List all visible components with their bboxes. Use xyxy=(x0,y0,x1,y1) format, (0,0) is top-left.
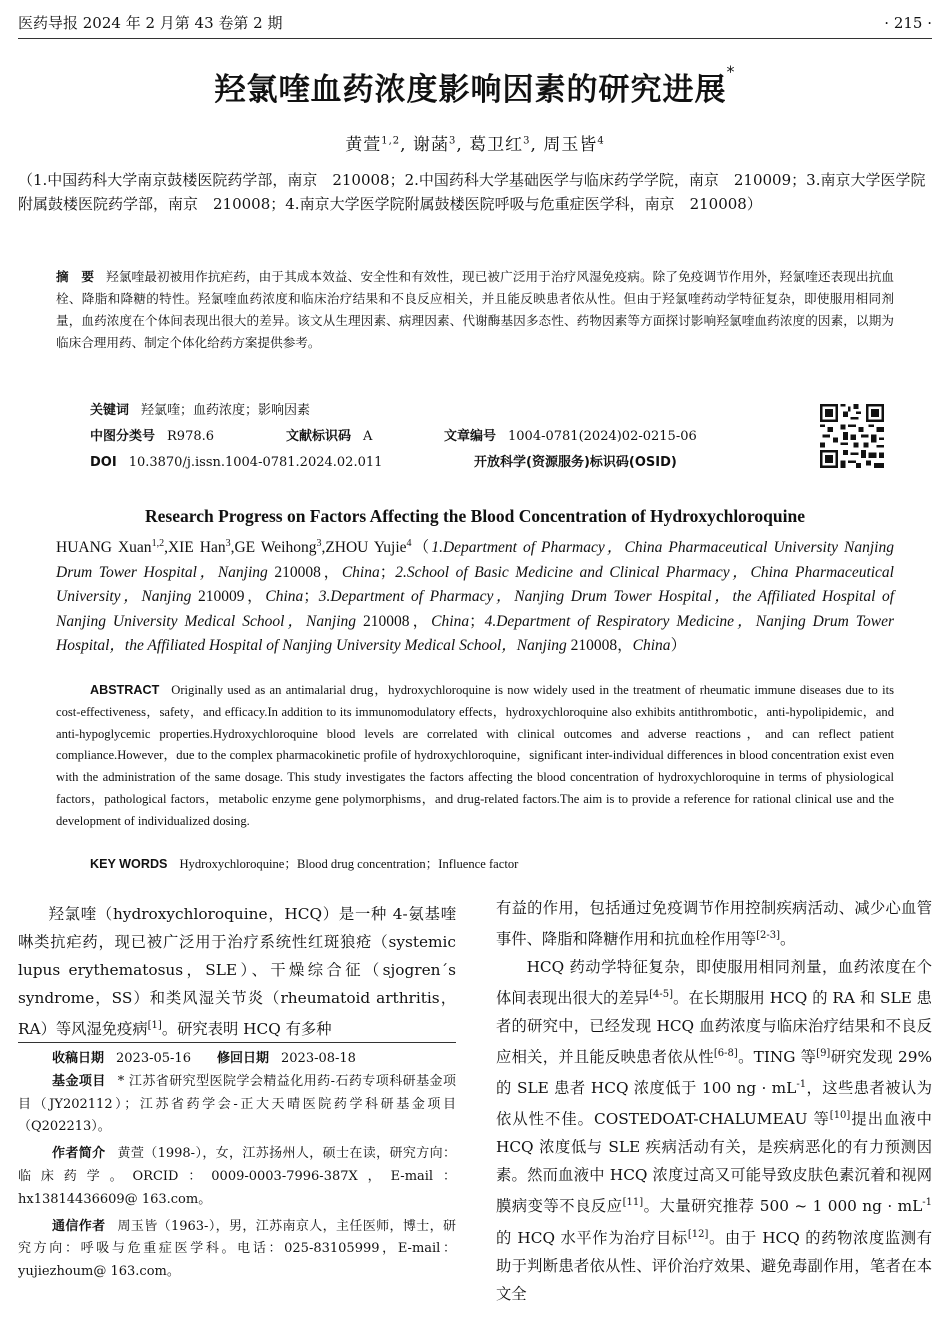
footnotes xyxy=(18,1048,456,1284)
en-affil-3: 3.Department of Pharmacy，Nanjing Drum Tower Hospital，the Affiliated Hospital of Nanjing University Medical School，Nanjing xyxy=(56,588,895,630)
author-bio-label: 作者简介 xyxy=(52,1146,106,1162)
english-keywords-text: Hydroxychloroquine；Blood drug concentration；Influence factor xyxy=(179,857,519,871)
footnote-divider xyxy=(18,1042,456,1043)
qr-code-icon[interactable] xyxy=(820,404,884,468)
keywords-cn-text: 羟氯喹；血药浓度；影响因素 xyxy=(141,403,311,418)
abstract-cn-label: 摘 要 xyxy=(56,269,95,284)
doi-value: 10.3870/j.issn.1004-0781.2024.02.011 xyxy=(128,455,383,470)
doi-label: DOI xyxy=(90,455,117,470)
en-affil-3-code: 210008， xyxy=(362,612,432,630)
clc-number xyxy=(90,426,214,448)
body-text: 。 xyxy=(779,930,796,949)
footnote-author xyxy=(18,1143,456,1211)
citation-ref[interactable]: [9] xyxy=(816,1048,831,1060)
english-title: Research Progress on Factors Affecting the Blood Concentration of Hydroxychloroquine xyxy=(145,506,805,526)
en-affil-sep: ； xyxy=(469,612,485,630)
journal-issue: 医药导报 2024 年 2 月第 43 卷第 2 期 xyxy=(18,14,283,32)
author-2: 谢菡 xyxy=(412,135,449,155)
abstract-cn xyxy=(56,266,894,354)
body-text: 有益的作用，包括通过免疫调节作用控制疾病活动、减少心血管事件、降脂和降糖作用和抗血栓作用等 xyxy=(496,899,932,949)
author-1-aff: 1,2 xyxy=(381,135,401,147)
body-text: 的 HCQ 水平作为治疗目标 xyxy=(496,1228,688,1247)
body-text: 羟氯喹（hydroxychloroquine，HCQ）是一种 4-氨基喹啉类抗疟药，现已被广泛用于治疗系统性红斑狼疮（systemic lupus erythematosus，SLE）、干燥综合征（sjogren´s syndrome，SS）和类风湿关节炎（rheumatoid arthritis，RA）等风湿免疫病 xyxy=(18,905,456,1039)
english-abstract-label: ABSTRACT xyxy=(90,683,160,697)
clc-label: 中图分类号 xyxy=(90,429,156,444)
osid xyxy=(474,452,677,474)
doi xyxy=(90,452,382,474)
citation-ref[interactable]: [10] xyxy=(829,1110,851,1122)
unit-exponent: -1 xyxy=(922,1197,932,1209)
keywords-cn-label: 关键词 xyxy=(90,403,130,418)
en-author-1: HUANG Xuan xyxy=(56,539,152,557)
doc-label: 文献标识码 xyxy=(286,429,352,444)
doc-code xyxy=(286,426,372,448)
citation-ref[interactable]: [4-5] xyxy=(649,989,673,1001)
body-column-right xyxy=(496,894,932,1308)
en-author-sep: , xyxy=(321,539,326,557)
en-author-4: ZHOU Yujie xyxy=(325,539,407,557)
osid-label: 开放科学(资源服务)标识码(OSID) xyxy=(474,455,677,470)
en-author-3-aff: 3 xyxy=(316,538,322,549)
author-4: 周玉皆 xyxy=(543,135,598,155)
fund-text: * 江苏省研究型医院学会精益化用药-石药专项科研基金项目（JY202112）；江苏省药学会-正大天晴医院药学科研基金项目（Q202213）。 xyxy=(18,1073,456,1135)
english-keywords-label: KEY WORDS xyxy=(90,857,168,871)
author-2-aff: 3 xyxy=(448,135,457,147)
en-affil-3-country: China xyxy=(431,612,470,630)
en-affil-2-code: 210009， xyxy=(197,588,266,606)
citation-ref[interactable]: [12] xyxy=(687,1228,709,1240)
corresponding-label: 通信作者 xyxy=(52,1218,106,1234)
english-keywords xyxy=(90,853,894,875)
en-author-sep: , xyxy=(230,539,235,557)
footnote-fund xyxy=(18,1071,456,1139)
en-affil-1-code: 210008， xyxy=(274,563,342,581)
body-paragraph xyxy=(496,953,932,1308)
revised-date: 2023-08-18 xyxy=(281,1051,356,1066)
fund-label: 基金项目 xyxy=(52,1073,106,1089)
footnote-dates xyxy=(18,1048,456,1071)
citation-ref[interactable]: [2-3] xyxy=(756,930,780,941)
body-paragraph xyxy=(18,900,456,1043)
en-author-1-aff: 1,2 xyxy=(151,538,165,549)
en-affil-4-code: 210008， xyxy=(570,637,633,655)
affiliations: （1.中国药科大学南京鼓楼医院药学部，南京 210008；2.中国药科大学基础医学与临床药学学院，南京 210009；3.南京大学医学院附属鼓楼医院药学部，南京 210008；4.南京大学医学院附属鼓楼医院呼吸与危重症医学科，南京 210008） xyxy=(18,171,926,213)
received-date: 2023-05-16 xyxy=(116,1051,191,1066)
author-bio-text: 黄萱（1998-），女，江苏扬州人，硕士在读，研究方向：临床药学。ORCID：0009-0003-7996-387X，E-mail：hx13814436609@ 163.com。 xyxy=(18,1146,456,1207)
author-4-aff: 4 xyxy=(597,135,605,147)
article-number xyxy=(444,426,697,448)
received-label: 收稿日期 xyxy=(52,1051,105,1066)
en-affil-4-country: China xyxy=(632,637,671,655)
body-text: ，这些患者被认为依从性不佳。COSTEDOAT-CHALUMEAU 等 xyxy=(496,1079,932,1129)
body-text: 。在长期服用 HCQ 的 RA 和 SLE 患者的研究中，已经发现 HCQ 血药浓度与临床治疗结果和不良反应相关，并且能反映患者依从性 xyxy=(496,989,932,1067)
title-fund-mark: * xyxy=(726,62,736,81)
revised-label: 修回日期 xyxy=(216,1051,269,1066)
body-text: 。TING 等 xyxy=(737,1048,817,1067)
author-1: 黄萱 xyxy=(345,135,382,155)
body-column-left xyxy=(18,900,456,1043)
author-sep: , xyxy=(456,135,463,155)
author-list xyxy=(0,130,950,155)
en-affil-sep: ； xyxy=(379,563,396,581)
en-affil-4: 4.Department of Respiratory Medicine，Nanjing Drum Tower Hospital，the Affiliated Hospital of Nanjing University Medical School，Nanjing xyxy=(56,612,894,655)
footnote-corresponding xyxy=(18,1216,456,1284)
body-paragraph xyxy=(496,894,932,953)
body-text: 提出血液中 HCQ 浓度低与 SLE 疾病活动有关，是疾病恶化的有力预测因素。然而血液中 HCQ 浓度过高又可能导致皮肤色素沉着和视网膜病变等不良反应 xyxy=(496,1110,932,1216)
article-label: 文章编号 xyxy=(444,429,497,444)
author-3: 葛卫红 xyxy=(469,135,524,155)
body-text: 。由于 HCQ 的药物浓度监测有助于判断患者依从性、评价治疗效果、避免毒副作用，笔者在本文全 xyxy=(496,1228,933,1303)
en-author-4-aff: 4 xyxy=(406,538,412,549)
author-sep: , xyxy=(400,135,407,155)
en-affil-1-country: China xyxy=(341,563,380,581)
author-sep: , xyxy=(530,135,537,155)
english-abstract xyxy=(56,680,894,833)
en-affil-1: 1.Department of Pharmacy，China Pharmaceutical University Nanjing Drum Tower Hospital，Nanjing xyxy=(56,539,894,581)
en-affil-2: 2.School of Basic Medicine and Clinical Pharmacy，China Pharmaceutical University，Nanjing xyxy=(56,563,894,606)
en-affil-sep: ； xyxy=(303,588,319,606)
running-header xyxy=(18,10,932,39)
citation-ref[interactable]: [1] xyxy=(147,1020,162,1031)
en-author-3: GE Weihong xyxy=(234,539,317,557)
citation-ref[interactable]: [11] xyxy=(622,1197,644,1209)
article-title-text: 羟氯喹血药浓度影响因素的研究进展 xyxy=(214,72,727,108)
page-number: · 215 · xyxy=(884,14,932,32)
article-title xyxy=(0,64,950,109)
article-value: 1004-0781(2024)02-0215-06 xyxy=(508,429,697,444)
corresponding-text: 周玉皆（1963-），男，江苏南京人，主任医师，博士，研究方向：呼吸与危重症医学科。电话：025-83105999，E-mail：yujiezhoum@ 163.com。 xyxy=(18,1218,456,1280)
unit-exponent: -1 xyxy=(796,1079,807,1091)
abstract-cn-text: 羟氯喹最初被用作抗疟药，由于其成本效益、安全性和有效性，现已被广泛用于治疗风湿免疫病。除了免疫调节作用外，羟氯喹还表现出抗血栓、降脂和降糖的特性。羟氯喹血药浓度和临床治疗结果和不良反应相关，并且能反映患者依从性。但由于羟氯喹药动学特征复杂，即使服用相同剂量，血药浓度在个体间表现出很大的差异。该文从生理因素、病理因素、代谢酶基因多态性、药物因素等方面探讨影响羟氯喹血药浓度的因素，以期为临床合理用药、制定个体化给药方案提供参考。 xyxy=(56,269,895,350)
body-text: 。大量研究推荐 500 ~ 1 000 ng · mL xyxy=(643,1197,923,1216)
en-author-sep: , xyxy=(164,539,168,557)
en-affil-2-country: China xyxy=(265,588,304,606)
doc-value: A xyxy=(363,429,373,444)
en-author-2: XIE Han xyxy=(167,539,226,557)
en-author-2-aff: 3 xyxy=(225,538,231,549)
clc-value: R978.6 xyxy=(167,429,215,444)
body-text: 。研究表明 HCQ 有多种 xyxy=(161,1020,332,1039)
english-authors-affiliations: HUANG Xuan$^{1,2}$,XIE Han$^3$,GE Weihong$^3$,ZHOU Yujie$^4$（1.Department of Pharmacy，China Pharmaceutical University Nanjing Drum Tower Hospital，Nanjing 210008，China；2.School of Basic Medicine and Clinical Pharmacy，China Pharmaceutical University，Nanjing 210009，China；3.Department of Pharmacy，Nanjing Drum Tower Hospital，the Affiliated Hospital of Nanjing University Medical School，Nanjing 210008，China；4.Department of Respiratory Medicine，Nanjing Drum Tower Hospital，the Affiliated Hospital of Nanjing University Medical School，Nanjing 210008，China） xyxy=(56,538,895,655)
english-abstract-text: Originally used as an antimalarial drug，hydroxychloroquine is now widely used in the treatment of rheumatic immune diseases due to its cost-effectiveness，safety，and efficacy.In addition to its immunomodulatory effects，hydroxychloroquine also exhibits antithrombotic，anti-hypolipidemic，and anti-hypoglycemic properties.Hydroxychloroquine blood levels are correlated with clinical outcomes and adverse reactions，and can reflect patient compliance.However，due to the complex pharmacokinetic profile of hydroxychloroquine，significant inter-individual differences in blood concentration exist even with the administration of the same dosage. This study investigates the factors affecting the blood concentration of hydroxychloroquine in terms of physiological factors，pathological factors，metabolic enzyme gene polymorphisms，and drug-related factors.The aim is to provide a reference for rational clinical use and the development of individualized dosing. xyxy=(56,683,894,828)
body-text: HCQ 药动学特征复杂，即使服用相同剂量，血药浓度在个体间表现出很大的差异 xyxy=(496,958,932,1008)
author-3-aff: 3 xyxy=(523,135,531,147)
body-text: 研究发现 29% 的 SLE 患者 HCQ 浓度低于 100 ng · mL xyxy=(496,1048,932,1098)
keywords-cn xyxy=(90,400,310,422)
citation-ref[interactable]: [6-8] xyxy=(713,1048,738,1060)
